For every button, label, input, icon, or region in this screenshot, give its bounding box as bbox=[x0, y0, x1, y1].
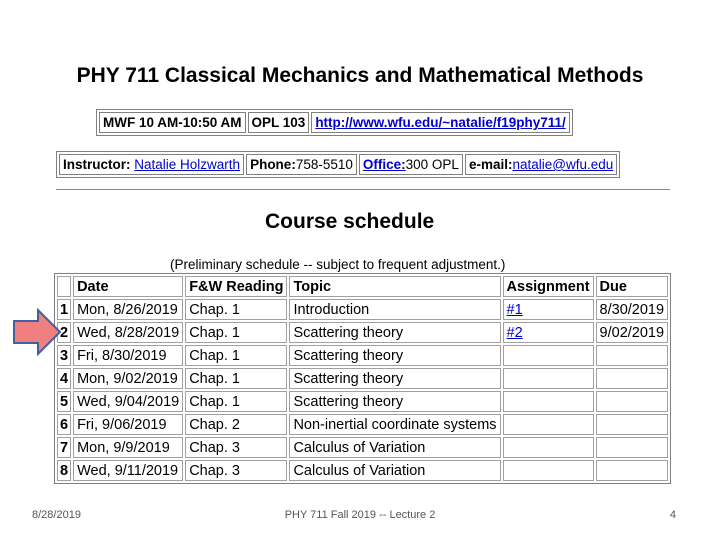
col-header-reading: F&W Reading bbox=[185, 276, 287, 297]
col-header-due: Due bbox=[596, 276, 669, 297]
row-due bbox=[596, 391, 669, 412]
row-reading: Chap. 1 bbox=[185, 391, 287, 412]
row-assignment bbox=[503, 414, 594, 435]
course-info-table bbox=[96, 109, 573, 136]
schedule-table bbox=[54, 273, 671, 484]
course-url-link[interactable]: http://www.wfu.edu/~natalie/f19phy711/ bbox=[315, 115, 566, 130]
row-due: 8/30/2019 bbox=[596, 299, 669, 320]
row-date: Mon, 9/02/2019 bbox=[73, 368, 183, 389]
assignment-link[interactable]: #1 bbox=[506, 301, 523, 318]
schedule-heading: Course schedule bbox=[265, 210, 435, 233]
office-value: 300 OPL bbox=[405, 157, 459, 172]
row-topic: Scattering theory bbox=[289, 345, 500, 366]
row-reading: Chap. 1 bbox=[185, 299, 287, 320]
col-header-date: Date bbox=[73, 276, 183, 297]
row-date: Wed, 9/04/2019 bbox=[73, 391, 183, 412]
row-number: 2 bbox=[57, 322, 71, 343]
schedule-subtitle: (Preliminary schedule -- subject to frequent adjustment.) bbox=[170, 257, 506, 272]
row-topic: Introduction bbox=[289, 299, 500, 320]
footer-date: 8/28/2019 bbox=[32, 509, 81, 521]
email-label: e-mail: bbox=[468, 157, 513, 172]
row-assignment bbox=[503, 368, 594, 389]
col-header-topic: Topic bbox=[289, 276, 500, 297]
row-date: Fri, 9/06/2019 bbox=[73, 414, 183, 435]
row-topic: Scattering theory bbox=[289, 368, 500, 389]
row-assignment bbox=[503, 460, 594, 481]
horizontal-rule bbox=[56, 189, 670, 190]
row-number: 7 bbox=[57, 437, 71, 458]
table-row bbox=[57, 299, 668, 320]
row-topic: Calculus of Variation bbox=[289, 437, 500, 458]
phone-value: 758-5510 bbox=[295, 157, 353, 172]
row-reading: Chap. 1 bbox=[185, 368, 287, 389]
table-row bbox=[57, 437, 668, 458]
row-assignment bbox=[503, 345, 594, 366]
class-time: MWF 10 AM-10:50 AM bbox=[99, 112, 246, 133]
row-due bbox=[596, 368, 669, 389]
row-reading: Chap. 2 bbox=[185, 414, 287, 435]
row-number: 4 bbox=[57, 368, 71, 389]
row-date: Mon, 9/9/2019 bbox=[73, 437, 183, 458]
row-reading: Chap. 1 bbox=[185, 322, 287, 343]
row-number: 3 bbox=[57, 345, 71, 366]
row-topic: Calculus of Variation bbox=[289, 460, 500, 481]
row-due bbox=[596, 437, 669, 458]
instructor-label: Instructor: bbox=[63, 157, 131, 172]
email-link[interactable]: natalie@wfu.edu bbox=[512, 157, 614, 172]
instructor-info-table bbox=[56, 151, 620, 178]
row-due: 9/02/2019 bbox=[596, 322, 669, 343]
slide-title: PHY 711 Classical Mechanics and Mathematical Methods bbox=[76, 64, 644, 87]
footer-page-number: 4 bbox=[669, 509, 676, 521]
row-number: 6 bbox=[57, 414, 71, 435]
row-topic: Scattering theory bbox=[289, 322, 500, 343]
table-row bbox=[57, 345, 668, 366]
row-due bbox=[596, 345, 669, 366]
row-number: 5 bbox=[57, 391, 71, 412]
table-row bbox=[57, 391, 668, 412]
assignment-link[interactable]: #2 bbox=[506, 324, 523, 341]
table-row bbox=[57, 368, 668, 389]
row-assignment bbox=[503, 437, 594, 458]
table-row bbox=[57, 414, 668, 435]
row-due bbox=[596, 414, 669, 435]
col-header-num bbox=[57, 276, 71, 297]
row-date: Mon, 8/26/2019 bbox=[73, 299, 183, 320]
row-assignment bbox=[503, 391, 594, 412]
row-topic: Scattering theory bbox=[289, 391, 500, 412]
table-row bbox=[57, 460, 668, 481]
schedule-header-row bbox=[57, 276, 668, 297]
phone-label: Phone: bbox=[250, 157, 296, 172]
instructor-name-link[interactable]: Natalie Holzwarth bbox=[134, 157, 241, 172]
row-date: Wed, 9/11/2019 bbox=[73, 460, 183, 481]
office-label-link[interactable]: Office: bbox=[362, 157, 406, 172]
row-reading: Chap. 3 bbox=[185, 437, 287, 458]
row-number: 8 bbox=[57, 460, 71, 481]
row-date: Fri, 8/30/2019 bbox=[73, 345, 183, 366]
footer-lecture: PHY 711 Fall 2019 -- Lecture 2 bbox=[284, 509, 436, 521]
pointer-arrow-icon bbox=[12, 308, 62, 356]
row-due bbox=[596, 460, 669, 481]
row-number: 1 bbox=[57, 299, 71, 320]
col-header-assignment: Assignment bbox=[503, 276, 594, 297]
row-date: Wed, 8/28/2019 bbox=[73, 322, 183, 343]
class-room: OPL 103 bbox=[248, 112, 310, 133]
row-reading: Chap. 3 bbox=[185, 460, 287, 481]
row-reading: Chap. 1 bbox=[185, 345, 287, 366]
row-topic: Non-inertial coordinate systems bbox=[289, 414, 500, 435]
table-row bbox=[57, 322, 668, 343]
